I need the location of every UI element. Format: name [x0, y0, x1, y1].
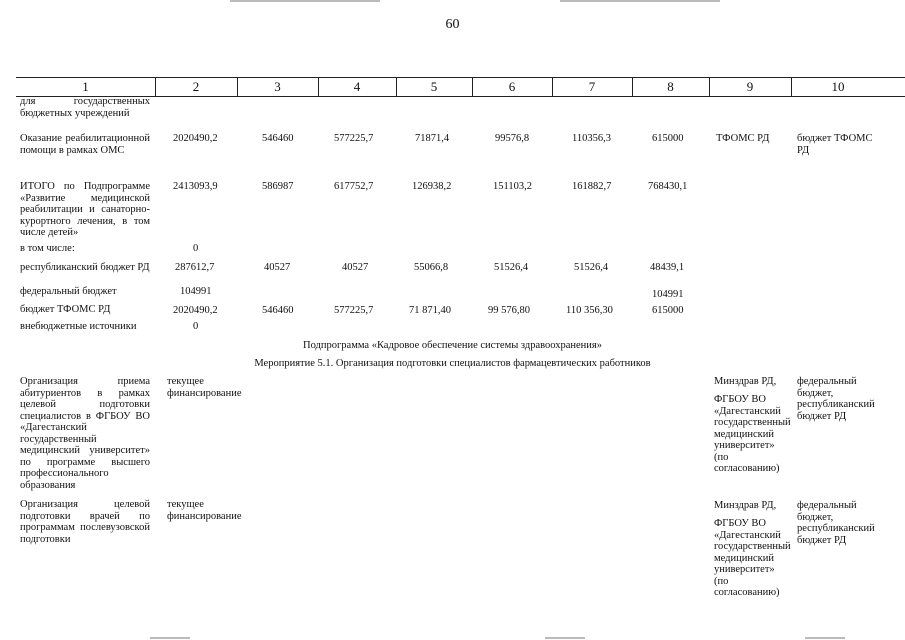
- row-label: Организация приема абитуриентов в рамках целевой подготовки специалистов в ФГБОУ ВО «Дагестанский государственный медицинский университет» по программе высшего профессионального образования: [20, 376, 150, 491]
- scan-artifact: [230, 0, 380, 2]
- row-label: для государственных бюджетных учреждений: [20, 96, 150, 119]
- table-cell: 0: [193, 321, 199, 332]
- row-label: в том числе:: [20, 243, 75, 254]
- funding-cell: текущее финансирование: [167, 499, 242, 522]
- column-header: 1: [82, 79, 89, 94]
- table-cell: 40527: [342, 262, 369, 273]
- funding-cell: текущее финансирование: [167, 376, 242, 399]
- row-label: республиканский бюджет РД: [20, 262, 150, 273]
- source-cell: федеральный бюджет, республиканский бюджет РД: [797, 376, 875, 422]
- column-header: 3: [274, 79, 281, 94]
- table-cell: 99576,8: [495, 133, 530, 144]
- column-header: 9: [746, 79, 754, 94]
- header-top-line: [16, 77, 905, 78]
- table-cell: 48439,1: [650, 262, 685, 273]
- subprogram-title: Подпрограмма «Кадровое обеспечение системы здравоохранения»: [302, 340, 602, 351]
- column-header: 7: [588, 79, 596, 94]
- row-label: Оказание реабилитационной помощи в рамках ОМС: [20, 133, 150, 156]
- executor-cell: Минздрав РД,: [714, 500, 777, 511]
- table-cell: 126938,2: [412, 181, 452, 192]
- column-header: 6: [508, 79, 516, 94]
- executor-cell: ФГБОУ ВО «Дагестанский государственный медицинский университет» (по согласованию): [714, 394, 791, 474]
- table-cell: 51526,4: [574, 262, 609, 273]
- row-label: федеральный бюджет: [20, 286, 117, 297]
- table-cell: 161882,7: [572, 181, 612, 192]
- table-cell: 2020490,2: [173, 133, 218, 144]
- table-cell: 99 576,80: [488, 305, 530, 316]
- table-cell: 51526,4: [494, 262, 529, 273]
- measure-title: Мероприятие 5.1. Организация подготовки специалистов фармацевтических работников: [254, 358, 651, 369]
- table-cell: 110356,3: [572, 133, 611, 144]
- table-cell: 151103,2: [493, 181, 532, 192]
- table-cell: 71871,4: [415, 133, 450, 144]
- table-cell: 0: [193, 243, 199, 254]
- column-header: 5: [430, 79, 438, 94]
- row-label: бюджет ТФОМС РД: [20, 304, 111, 315]
- scan-artifact: [545, 637, 585, 639]
- column-header: 8: [667, 79, 674, 94]
- table-cell: 577225,7: [334, 305, 374, 316]
- table-cell: 768430,1: [648, 181, 688, 192]
- page-number: 60: [445, 17, 460, 32]
- row-label: ИТОГО по Подпрограмме «Развитие медицинской реабилитации и санаторно-курортного лечения, в том числе детей»: [20, 181, 150, 238]
- executor-cell: Минздрав РД,: [714, 376, 777, 387]
- table-cell: бюджет ТФОМС РД: [797, 133, 873, 156]
- table-cell: 586987: [262, 181, 294, 192]
- scan-artifact: [560, 0, 720, 2]
- table-cell: 287612,7: [175, 262, 215, 273]
- table-cell: 55066,8: [414, 262, 449, 273]
- table-cell: ТФОМС РД: [716, 133, 770, 144]
- table-cell: 546460: [262, 305, 294, 316]
- scan-artifact: [150, 637, 190, 639]
- table-cell: 2020490,2: [173, 305, 218, 316]
- table-cell: 546460: [262, 133, 294, 144]
- row-label: Организация целевой подготовки врачей по программам послевузовской подготовки: [20, 499, 150, 545]
- table-cell: 577225,7: [334, 133, 374, 144]
- executor-cell: ФГБОУ ВО «Дагестанский государственный медицинский университет» (по согласованию): [714, 518, 791, 598]
- column-header: 4: [353, 79, 361, 94]
- scan-artifact: [805, 637, 845, 639]
- table-cell: 2413093,9: [173, 181, 218, 192]
- table-cell: 104991: [180, 286, 212, 297]
- table-cell: 617752,7: [334, 181, 374, 192]
- table-cell: 104991: [652, 289, 684, 300]
- column-header: 2: [192, 79, 200, 94]
- table-cell: 40527: [264, 262, 291, 273]
- column-header: 10: [831, 79, 845, 94]
- source-cell: федеральный бюджет, республиканский бюджет РД: [797, 500, 875, 546]
- row-label: внебюджетные источники: [20, 321, 137, 332]
- table-cell: 615000: [652, 133, 684, 144]
- table-cell: 110 356,30: [566, 305, 613, 316]
- table-cell: 615000: [652, 305, 684, 316]
- table-cell: 71 871,40: [409, 305, 451, 316]
